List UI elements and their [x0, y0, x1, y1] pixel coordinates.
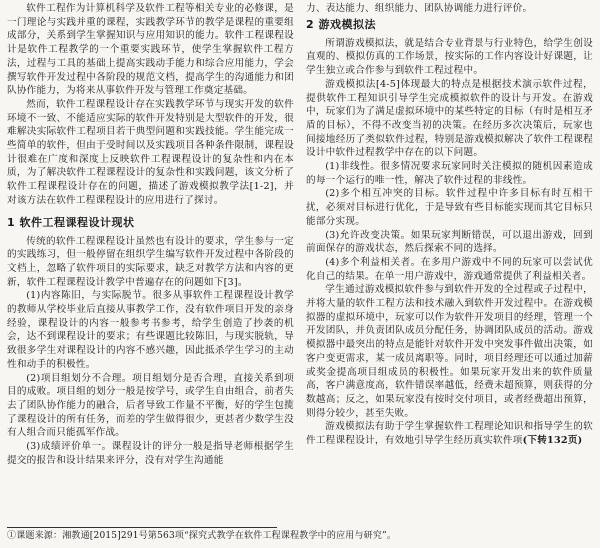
problem-2-paragraph: (2)项目组划分不合理。项目组划分是否合理，直接关系到项目的成败。项目组的划分一般是按学号，或学生自由组合，前者失去了团队协作能力的融合，后者导致工作量不平衡，好的学生包揽了课程设计的所有任务，而差的学生做得很少，更甚者少数学生没有人组合而只能孤军作战。 — [7, 372, 294, 439]
footnote-rule — [7, 527, 277, 528]
left-column — [7, 2, 294, 468]
citation-3: [3] — [223, 276, 238, 288]
intro-paragraph-2-text: 然而，软件工程课程设计存在实践教学环节与现实开发的软件环境不一致、不能适应实际的软件开发特别是大型软件的开发，很难解决实际软件工程项目若干典型问题和实践技能。学生能完成一些简单的软件，但由于受时间以及实践项目各种条件限制，课程设计很难在广度和深度上反映软件工程课程设计的复杂性和内在本质，为了解决软件工程课程设计的复杂性和实践问题，该文分析了软件工程课程设计存在的问题，描述了游戏模拟教学法 — [7, 98, 294, 193]
footnote: ①课题来源：湘教通[2015]291号第563项“探究式教学在软件工程课程教学中的应用与研究”。 — [7, 531, 397, 541]
intro-paragraph-1: 软件工程作为计算机科学及软件工程等相关专业的必修课，是一门理论与实践并重的课程，实践教学环节的教学是课程的重要组成部分，关系到学生掌握知识与应用知识的能力。软件工程课程设计是软件工程教学的一个重要实践环节，使学生掌握软件工程方法，过程与工具的基础上提高实践动手能力和综合应用能力，学会撰写软件开发过程中各阶段的规范文档，提高学生的沟通能力和团队协作能力，为将来从事软件开发与管理工作奠定基础。 — [7, 3, 294, 97]
section-2-heading: 2 游戏模拟法 — [306, 17, 376, 31]
section-2-paragraph-1: 所谓游戏模拟法，就是结合专业背景与行业特色，给学生创设直观的、模拟仿真的工作场景，按实际的工作内容设计好课题，让学生独立或合作参与到软件工程过程中。 — [306, 37, 593, 77]
feature-4-paragraph: (4)多个利益相关者。在多用户游戏中不同的玩家可以尝试优化自己的结果。在单一用户游戏中，游戏通常提供了利益相关者。 — [306, 256, 593, 282]
continued-on-page-note: (下转132页) — [522, 435, 583, 447]
feature-3-paragraph: (3)允许改变决策。如果玩家判断错误，可以退出游戏，回到前面保存的游戏状态，然后探索不同的选择。 — [306, 229, 593, 255]
intro-paragraph-2 — [7, 98, 294, 208]
section-2-paragraph-4 — [306, 420, 593, 447]
section-1-paragraph-1-text: 传统的软件工程课程设计虽然也有设计的要求，学生参与一定的实践练习，但一般停留在组织学生编写软件开发过程中各阶段的文档上，忽略了软件项目的实际要求，缺乏对教学方法和内容的更新，软件工程课程设计教学中普遍存在的问题如下 — [7, 235, 294, 288]
feature-2-paragraph: (2)多个相互冲突的目标。软件过程中许多目标有时互相干扰，必须对目标进行优化，于是导致有些目标能实现而其它目标只能部分实现。 — [306, 188, 593, 227]
section-1-paragraph-1 — [7, 235, 294, 290]
problem-1-paragraph: (1)内容陈旧，与实际脱节。很多从事软件工程课程设计教学的教师从学校毕业后直接从事教学工作，没有软件项目开发的亲身经验，课程设计的内容一般参考书参考，给学生创造了抄袭的机会，达不到课程设计的要求；有些课题比较陈旧，与现实脱轨，导致很多学生对课程设计的内容不感兴趣，因此抵杀学生学习的主动性和动手的积极性。 — [7, 290, 294, 370]
section-2-paragraph-2-tail: 体现最大的特点是根据技术演示软件过程，提供软件工程知识引导学生完成模拟软件的设计与开发。在游戏中，玩家们为了满足虚拟环境中的某些特定的目标（有时是相互矛盾的目标），不得不改变当初的决策。在经历多次决策后，玩家也间接地经历了类似软件过程，特别是游戏模拟解决了软件工程课程设计中软件过程教学中存在的以下问题。 — [306, 78, 594, 159]
section-2-paragraph-2 — [306, 78, 593, 160]
two-column-body — [7, 2, 594, 468]
section-2-paragraph-4-text: 游戏模拟法有助于学生掌握软件工程理论知识和指导学生的软件工程课程设计，有效地引导学生经历真实软件项 — [306, 421, 593, 447]
intro-paragraph-2-tail: ，并对该方法在软件工程课程设计的应用进行了探讨。 — [7, 181, 295, 206]
problem-3-paragraph: (3)成绩评价单一。课程设计的评分一般是指导老师根据学生提交的报告和设计结果来评分，没有对学生沟通能 — [7, 441, 294, 466]
problem-3-continuation: 力、表达能力、组织能力、团队协调能力进行评价。 — [306, 3, 533, 14]
section-2-paragraph-2-text: 游戏模拟法 — [325, 78, 376, 90]
right-column — [306, 2, 593, 468]
feature-1-paragraph: (1)非线性。很多情况要求玩家同时关注模拟的随机因素造成的每一个运行的唯一性，解决了软件过程的非线性。 — [306, 161, 593, 186]
citation-1-2: [1-2] — [249, 181, 274, 193]
section-1-heading: 1 软件工程课程设计现状 — [7, 215, 135, 229]
section-1-paragraph-1-tail: 。 — [237, 276, 248, 288]
section-2-paragraph-3: 学生通过游戏模拟软件参与到软件开发的全过程或子过程中，并将大量的软件工程方法和技术融入到软件开发过程中。在游戏模拟器的虚拟环境中，玩家可以作为软件开发项目的经理，管理一个开发团队，并负责团队成员分配任务，协调团队成员的活动。游戏模拟器中最突出的特点是能针对软件开发中突发事件做出决策，如客户变更需求，某一成员离职等。同时，项目经理还可以通过加薪或奖金提高项目组成员的积极性。如果玩家开发出来的软件质量高，客户满意度高，软件错误率越低，经费未超预算，则获得的分数越高；反之，如果玩家没有按时交付项目，或者经费超出预算，则得分较少，甚至失败。 — [306, 284, 593, 419]
citation-4-5: [4-5] — [375, 78, 401, 90]
